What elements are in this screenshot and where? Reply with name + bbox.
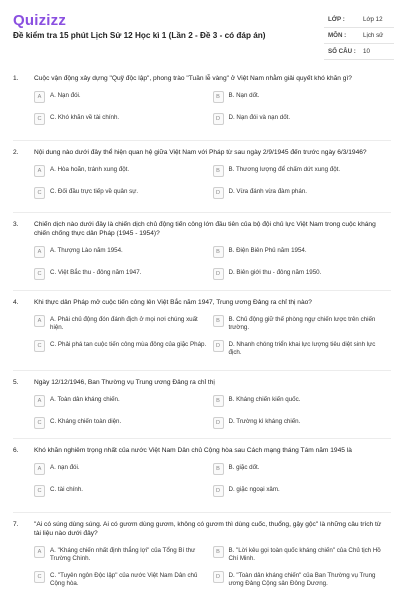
question-number: 5. bbox=[13, 379, 19, 386]
option-letter-badge: B bbox=[213, 91, 224, 103]
question-number: 6. bbox=[13, 447, 19, 454]
question-divider bbox=[13, 290, 391, 291]
question-header bbox=[13, 220, 391, 238]
answer-options bbox=[34, 546, 391, 588]
option-letter-badge: A bbox=[34, 165, 45, 177]
question-number: 4. bbox=[13, 299, 19, 306]
option-row bbox=[34, 165, 391, 177]
question-text: Khó khăn nghiêm trọng nhất của nước Việt Nam Dân chủ Cộng hòa sau Cách mạng tháng Tám năm 1945 là bbox=[34, 447, 352, 454]
option-text: B. "Lời kêu gọi toàn quốc kháng chiến" của Chủ tịch Hồ Chí Minh. bbox=[228, 547, 381, 562]
option-row bbox=[34, 546, 391, 563]
option-text: D. Nhanh chóng triển khai lực lượng tiêu diệt sinh lực địch. bbox=[228, 341, 376, 356]
option-letter-badge: C bbox=[34, 417, 45, 429]
option-text: D. giặc ngoại xâm. bbox=[228, 486, 280, 493]
answer-option-a[interactable] bbox=[34, 546, 213, 563]
option-letter-badge: B bbox=[213, 463, 224, 475]
option-letter-badge: B bbox=[213, 546, 224, 558]
option-row bbox=[34, 340, 391, 357]
option-text: C. Phải phá tan cuộc tiến công mùa đông của giặc Pháp. bbox=[50, 341, 207, 348]
answer-option-c[interactable] bbox=[34, 340, 213, 357]
option-text: B. giặc dốt. bbox=[228, 464, 260, 471]
option-text: B. Chủ động giữ thế phòng ngự chiến lược trên chiến trường. bbox=[228, 316, 376, 331]
option-row bbox=[34, 417, 391, 429]
option-letter-badge: C bbox=[34, 268, 45, 280]
option-text: A. Nạn đói. bbox=[50, 92, 81, 99]
option-letter-badge: A bbox=[34, 463, 45, 475]
option-letter-badge: A bbox=[34, 91, 45, 103]
option-letter-badge: C bbox=[34, 187, 45, 199]
question-text: Ngày 12/12/1946, Ban Thường vụ Trung ương Đảng ra chỉ thị bbox=[34, 379, 215, 386]
answer-option-c[interactable] bbox=[34, 113, 213, 125]
meta-label: LỚP : bbox=[328, 16, 345, 23]
answer-option-b[interactable] bbox=[213, 395, 392, 407]
answer-options bbox=[34, 91, 391, 125]
option-text: A. Phải chủ động đón đánh địch ở mọi nơi chúng xuất hiện. bbox=[50, 316, 198, 331]
answer-option-b[interactable] bbox=[213, 246, 392, 258]
answer-option-b[interactable] bbox=[213, 315, 392, 332]
option-text: D. Trường kì kháng chiến. bbox=[228, 418, 301, 425]
option-letter-badge: C bbox=[34, 485, 45, 497]
meta-label: SỐ CÂU : bbox=[328, 48, 356, 55]
question-header bbox=[13, 446, 391, 455]
question-header bbox=[13, 74, 391, 83]
answer-option-d[interactable] bbox=[213, 340, 392, 357]
answer-option-d[interactable] bbox=[213, 113, 392, 125]
option-row bbox=[34, 246, 391, 258]
question-header bbox=[13, 148, 391, 157]
option-letter-badge: A bbox=[34, 395, 45, 407]
answer-option-a[interactable] bbox=[34, 395, 213, 407]
option-letter-badge: C bbox=[34, 571, 45, 583]
option-text: D. Biên giới thu - đông năm 1950. bbox=[228, 269, 322, 276]
answer-option-c[interactable] bbox=[34, 187, 213, 199]
question-text: Chiến dịch nào dưới đây là chiến dịch chủ động tiến công lớn đầu tiên của bộ đội chủ lực Việt Nam trong cuộc kháng chiến chống thực dân Pháp (1945 - 1954)? bbox=[34, 221, 376, 237]
question-header bbox=[13, 520, 391, 538]
option-text: A. Hòa hoãn, tránh xung đột. bbox=[50, 166, 130, 173]
question-divider bbox=[13, 512, 391, 513]
question-header bbox=[13, 298, 391, 307]
question-block bbox=[13, 298, 391, 357]
answer-option-d[interactable] bbox=[213, 268, 392, 280]
option-row bbox=[34, 315, 391, 332]
answer-option-a[interactable] bbox=[34, 165, 213, 177]
answer-options bbox=[34, 246, 391, 280]
answer-option-b[interactable] bbox=[213, 91, 392, 103]
answer-options bbox=[34, 463, 391, 497]
answer-option-b[interactable] bbox=[213, 463, 392, 475]
question-divider bbox=[13, 370, 391, 371]
option-letter-badge: D bbox=[213, 485, 224, 497]
answer-option-c[interactable] bbox=[34, 268, 213, 280]
meta-row-count bbox=[324, 44, 394, 60]
answer-option-c[interactable] bbox=[34, 417, 213, 429]
answer-option-d[interactable] bbox=[213, 417, 392, 429]
answer-option-b[interactable] bbox=[213, 546, 392, 563]
option-letter-badge: C bbox=[34, 113, 45, 125]
meta-value: Lớp 12 bbox=[363, 16, 383, 23]
header bbox=[0, 0, 400, 66]
option-text: C. Kháng chiến toàn diện. bbox=[50, 418, 122, 425]
question-divider bbox=[13, 140, 391, 141]
quizizz-logo: Quizizz bbox=[13, 12, 67, 29]
option-letter-badge: A bbox=[34, 546, 45, 558]
option-letter-badge: D bbox=[213, 113, 224, 125]
option-text: C. "Tuyên ngôn Độc lập" của nước Việt Nam Dân chủ Cộng hòa. bbox=[50, 572, 198, 587]
answer-option-a[interactable] bbox=[34, 315, 213, 332]
answer-option-c[interactable] bbox=[34, 485, 213, 497]
option-letter-badge: A bbox=[34, 315, 45, 327]
option-letter-badge: B bbox=[213, 315, 224, 327]
answer-options bbox=[34, 315, 391, 357]
option-text: B. Kháng chiến kiến quốc. bbox=[228, 396, 301, 403]
question-header bbox=[13, 378, 391, 387]
answer-option-d[interactable] bbox=[213, 187, 392, 199]
option-row bbox=[34, 485, 391, 497]
option-text: C. tài chính. bbox=[50, 486, 84, 493]
option-letter-badge: D bbox=[213, 268, 224, 280]
option-row bbox=[34, 268, 391, 280]
meta-value: Lịch sử bbox=[363, 32, 384, 39]
option-text: D. Nạn đói và nạn dốt. bbox=[228, 114, 291, 121]
option-text: B. Nạn dốt. bbox=[228, 92, 260, 99]
option-text: A. nạn đói. bbox=[50, 464, 80, 471]
question-block bbox=[13, 74, 391, 125]
option-text: C. Đối đầu trực tiếp về quân sự. bbox=[50, 188, 139, 195]
answer-options bbox=[34, 395, 391, 429]
question-block bbox=[13, 378, 391, 429]
option-letter-badge: D bbox=[213, 417, 224, 429]
option-letter-badge: D bbox=[213, 340, 224, 352]
question-block bbox=[13, 520, 391, 588]
option-text: B. Điện Biên Phủ năm 1954. bbox=[228, 247, 307, 254]
option-text: D. Vừa đánh vừa đàm phán. bbox=[228, 188, 307, 195]
option-letter-badge: D bbox=[213, 187, 224, 199]
option-row bbox=[34, 91, 391, 103]
answer-option-a[interactable] bbox=[34, 91, 213, 103]
question-text: "Ai có súng dùng súng. Ai có gươm dùng gươm, không có gươm thì dùng cuốc, thuổng, gậy gộc" là những câu trích từ tài liệu nào dưới đây? bbox=[34, 521, 382, 537]
question-text: Nội dung nào dưới đây thể hiện quan hệ giữa Việt Nam với Pháp từ sau ngày 2/9/1945 đến trước ngày 6/3/1946? bbox=[34, 149, 367, 156]
question-block bbox=[13, 148, 391, 199]
question-divider bbox=[13, 438, 391, 439]
option-text: B. Thương lượng để chấm dứt xung đột. bbox=[228, 166, 341, 173]
meta-row-class bbox=[324, 12, 394, 28]
option-row bbox=[34, 395, 391, 407]
option-row bbox=[34, 463, 391, 475]
option-row bbox=[34, 113, 391, 125]
question-number: 3. bbox=[13, 221, 19, 228]
option-text: A. Toàn dân kháng chiến. bbox=[50, 396, 120, 403]
meta-label: MÔN : bbox=[328, 32, 347, 39]
option-row bbox=[34, 571, 391, 588]
answer-option-d[interactable] bbox=[213, 571, 392, 588]
answer-option-a[interactable] bbox=[34, 463, 213, 475]
option-text: D. "Toàn dân kháng chiến" của Ban Thường vụ Trung ương Đảng Cộng sản Đông Dương. bbox=[228, 572, 376, 587]
option-letter-badge: A bbox=[34, 246, 45, 258]
question-divider bbox=[13, 212, 391, 213]
document-title: Đề kiểm tra 15 phút Lịch Sử 12 Học kì 1 (Lần 2 - Đề 3 - có đáp án) bbox=[13, 31, 266, 40]
answer-option-d[interactable] bbox=[213, 485, 392, 497]
answer-options bbox=[34, 165, 391, 199]
option-letter-badge: B bbox=[213, 165, 224, 177]
question-text: Khi thực dân Pháp mở cuộc tiến công lên Việt Bắc năm 1947, Trung ương Đảng ra chỉ thị nào? bbox=[34, 299, 312, 306]
option-text: A. Thượng Lào năm 1954. bbox=[50, 247, 123, 254]
answer-option-b[interactable] bbox=[213, 165, 392, 177]
answer-option-a[interactable] bbox=[34, 246, 213, 258]
meta-row-subject bbox=[324, 28, 394, 44]
question-text: Cuộc vận động xây dựng "Quỹ độc lập", phong trào "Tuần lễ vàng" ở Việt Nam nhằm giải quyết khó khăn gì? bbox=[34, 75, 352, 82]
option-text: C. Việt Bắc thu - đông năm 1947. bbox=[50, 269, 142, 276]
question-number: 7. bbox=[13, 521, 19, 528]
question-number: 1. bbox=[13, 75, 19, 82]
option-letter-badge: C bbox=[34, 340, 45, 352]
option-letter-badge: B bbox=[213, 246, 224, 258]
meta-panel bbox=[324, 12, 394, 60]
answer-option-c[interactable] bbox=[34, 571, 213, 588]
option-row bbox=[34, 187, 391, 199]
question-block bbox=[13, 220, 391, 280]
meta-value: 10 bbox=[363, 48, 370, 55]
option-text: C. Khó khăn về tài chính. bbox=[50, 114, 120, 121]
option-letter-badge: B bbox=[213, 395, 224, 407]
option-letter-badge: D bbox=[213, 571, 224, 583]
option-text: A. "Kháng chiến nhất định thắng lợi" của Tổng Bí thư Trường Chinh. bbox=[50, 547, 196, 562]
question-number: 2. bbox=[13, 149, 19, 156]
question-block bbox=[13, 446, 391, 497]
